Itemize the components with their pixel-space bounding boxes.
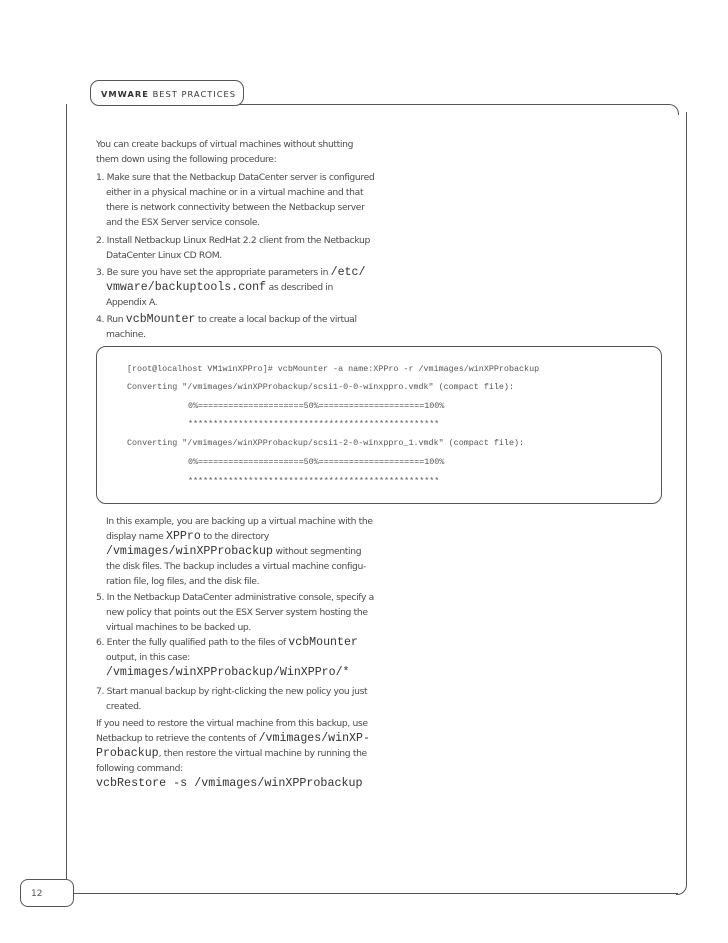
step-line: 5. In the Netbackup DataCenter administrative console, specify a (96, 592, 374, 603)
paragraph-text: Netbackup to retrieve the contents of (96, 733, 259, 744)
step-line (96, 635, 358, 650)
inline-code: vcbMounter (125, 313, 196, 326)
paragraph-line: the disk files. The backup includes a virtual machine configu- (106, 561, 366, 572)
paragraph-text: without segmenting (272, 546, 362, 557)
code-line: 0%=====================50%=====================100% (188, 457, 445, 467)
code-line: ************************************************** (188, 419, 440, 429)
paragraph-line: ration file, log files, and the disk file. (106, 576, 260, 587)
inline-code: /vmimages/winXP- (258, 732, 370, 745)
example-paragraph (106, 514, 373, 589)
intro-paragraph (96, 137, 353, 167)
inline-code: vmware/backuptools.conf (106, 281, 267, 294)
step-line (96, 280, 365, 295)
code-line: Converting "/vmimages/winXPProbackup/scsi1-0-0-winxppro.vmdk" (compact file): (127, 382, 514, 392)
step-line (96, 265, 365, 280)
restore-paragraph (96, 716, 370, 776)
paragraph-text: display name (106, 531, 166, 542)
code-line: ************************************************** (188, 476, 440, 486)
header-brand: VMWARE (101, 89, 149, 99)
inline-code: XPPro (165, 530, 201, 543)
inline-code: vcbMounter (288, 636, 358, 649)
step-text: to create a local backup of the virtual (195, 314, 357, 325)
step-line: there is network connectivity between the Netbackup server (106, 202, 365, 213)
step-line: Appendix A. (106, 297, 158, 308)
paragraph-line: following command: (96, 763, 183, 774)
step-1 (96, 170, 374, 230)
paragraph-text: to the directory (200, 531, 269, 542)
paragraph-text: , then restore the virtual machine by running the (158, 748, 367, 759)
section-header (90, 80, 244, 106)
step-7 (96, 684, 367, 714)
paragraph-line (106, 529, 373, 544)
code-line: Converting "/vmimages/winXPProbackup/scsi1-2-0-winxppro_1.vmdk" (compact file): (127, 438, 525, 448)
step-line: and the ESX Server service console. (106, 217, 260, 228)
step-3 (96, 265, 365, 310)
intro-line: You can create backups of virtual machines without shutting (96, 139, 354, 150)
step-4 (96, 312, 357, 342)
step-line: machine. (106, 329, 146, 340)
header-section: BEST PRACTICES (148, 89, 237, 99)
step-2 (96, 233, 370, 263)
paragraph-line (96, 746, 370, 761)
frame-right-line (676, 112, 687, 895)
code-line: 0%=====================50%=====================100% (188, 401, 445, 411)
step-line: virtual machines to be backed up. (106, 622, 251, 633)
paragraph-line: If you need to restore the virtual machine from this backup, use (96, 718, 368, 729)
inline-code: /vmimages/winXPProbackup/WinXPPro/* (106, 666, 350, 679)
step-line: DataCenter Linux CD ROM. (106, 250, 222, 261)
inline-code: /etc/ (330, 266, 366, 279)
step-text: 6. Enter the fully qualified path to the files of (96, 637, 289, 648)
inline-code: Probackup (96, 747, 159, 760)
intro-line: them down using the following procedure: (96, 154, 277, 165)
step-text: 4. Run (96, 314, 126, 325)
frame-bottom-line (66, 893, 678, 894)
step-text: 3. Be sure you have set the appropriate parameters in (96, 267, 331, 278)
step-line: 7. Start manual backup by right-clicking the new policy you just (96, 686, 368, 697)
step-line (96, 312, 357, 327)
frame-left-line (66, 104, 67, 880)
step-text: as described in (266, 282, 333, 293)
step-6 (96, 635, 358, 680)
step-line: new policy that points out the ESX Server system hosting the (106, 607, 368, 618)
restore-command: vcbRestore -s /vmimages/winXPProbackup (96, 776, 363, 790)
code-line: [root@localhost VM1winXPPro]# vcbMounter -a name:XPPro -r /vmimages/winXPProbackup (127, 364, 540, 374)
step-line: 1. Make sure that the Netbackup DataCenter server is configured (96, 172, 375, 183)
step-line: 2. Install Netbackup Linux RedHat 2.2 client from the Netbackup (96, 235, 370, 246)
paragraph-line (96, 731, 370, 746)
step-line: output, in this case: (106, 652, 190, 663)
step-line: created. (106, 701, 142, 712)
paragraph-line (106, 544, 373, 559)
inline-code: /vmimages/winXPProbackup (106, 545, 273, 558)
page-number: 12 (20, 879, 74, 907)
step-5 (96, 590, 374, 635)
frame-top-line (238, 104, 679, 115)
paragraph-line: In this example, you are backing up a virtual machine with the (106, 516, 373, 527)
step-line: either in a physical machine or in a virtual machine and that (106, 187, 364, 198)
